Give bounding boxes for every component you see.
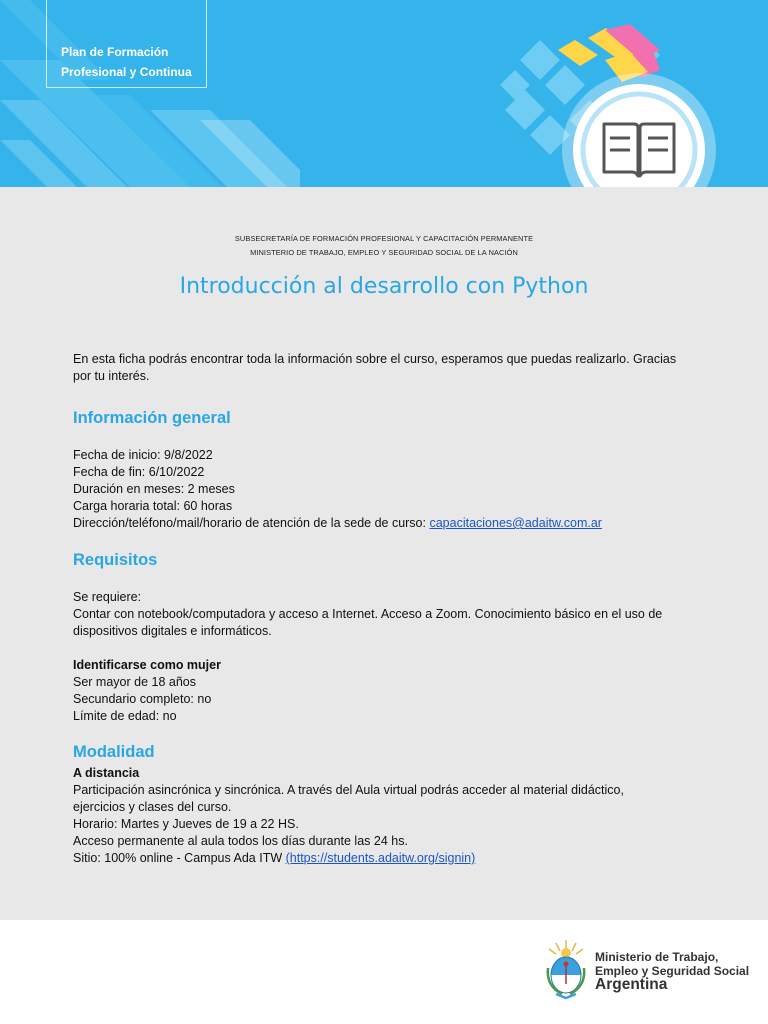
sitio-link[interactable]: (https://students.adaitw.org/signin)	[285, 851, 476, 865]
subsecretaria-header	[0, 232, 768, 260]
requisitos-line2: dispositivos digitales e informáticos.	[73, 624, 272, 638]
national-shield-icon	[544, 938, 588, 1000]
modalidad-text	[73, 765, 713, 867]
heading-informacion-general: Información general	[73, 409, 231, 427]
sitio-label: Sitio: 100% online - Campus Ada ITW	[73, 851, 286, 865]
plan-title	[61, 42, 211, 82]
open-book-icon	[600, 120, 678, 180]
heading-modalidad: Modalidad	[73, 743, 155, 761]
subsecretaria-line1: SUBSECRETARÍA DE FORMACIÓN PROFESIONAL Y CAPACITACIÓN PERMANENTE	[234, 234, 534, 243]
direccion-label: Dirección/teléfono/mail/horario de atención de la sede de curso:	[73, 516, 430, 530]
general-info-list	[73, 447, 713, 532]
heading-requisitos: Requisitos	[73, 551, 158, 569]
se-requiere: Se requiere:	[73, 590, 142, 604]
subsecretaria-line2: MINISTERIO DE TRABAJO, EMPLEO Y SEGURIDAD SOCIAL DE LA NACIÓN	[250, 248, 518, 257]
fecha-fin: Fecha de fin: 6/10/2022	[73, 465, 205, 479]
modalidad-line1: Participación asincrónica y sincrónica. A través del Aula virtual podrás acceder al material didáctico,	[73, 783, 624, 797]
header-banner	[0, 0, 768, 187]
direccion	[73, 515, 713, 532]
course-title: Introducción al desarrollo con Python	[179, 274, 589, 299]
requisitos-perfil	[73, 657, 713, 725]
ministerio-line2: Empleo y Seguridad Social	[595, 964, 750, 978]
ministerio-line1: Ministerio de Trabajo,	[595, 950, 719, 964]
requisitos-line1: Contar con notebook/computadora y acceso a Internet. Acceso a Zoom. Conocimiento básico en el uso de	[73, 607, 663, 621]
requisitos-text	[73, 589, 713, 640]
identificarse: Identificarse como mujer	[73, 658, 221, 672]
mayor-edad: Ser mayor de 18 años	[73, 675, 196, 689]
limite-edad: Límite de edad: no	[73, 709, 177, 723]
secundario: Secundario completo: no	[73, 692, 212, 706]
ministerio-name	[595, 950, 749, 978]
email-link[interactable]: capacitaciones@adaitw.com.ar	[429, 516, 602, 530]
acceso: Acceso permanente al aula todos los días durante las 24 hs.	[73, 834, 408, 848]
country-name: Argentina	[595, 976, 668, 993]
intro-line2: por tu interés.	[73, 369, 150, 383]
carga-horaria: Carga horaria total: 60 horas	[73, 499, 233, 513]
intro-line1: En esta ficha podrás encontrar toda la información sobre el curso, esperamos que puedas realizarlo. Gracias	[73, 352, 677, 366]
horario: Horario: Martes y Jueves de 19 a 22 HS.	[73, 817, 299, 831]
plan-title-line1: Plan de Formación	[61, 45, 169, 59]
duracion: Duración en meses: 2 meses	[73, 482, 235, 496]
plan-title-line2: Profesional y Continua	[61, 65, 192, 79]
sitio	[73, 850, 713, 867]
modalidad-tipo: A distancia	[73, 766, 140, 780]
modalidad-line2: ejercicios y clases del curso.	[73, 800, 232, 814]
intro-text	[73, 351, 713, 385]
fecha-inicio: Fecha de inicio: 9/8/2022	[73, 448, 213, 462]
